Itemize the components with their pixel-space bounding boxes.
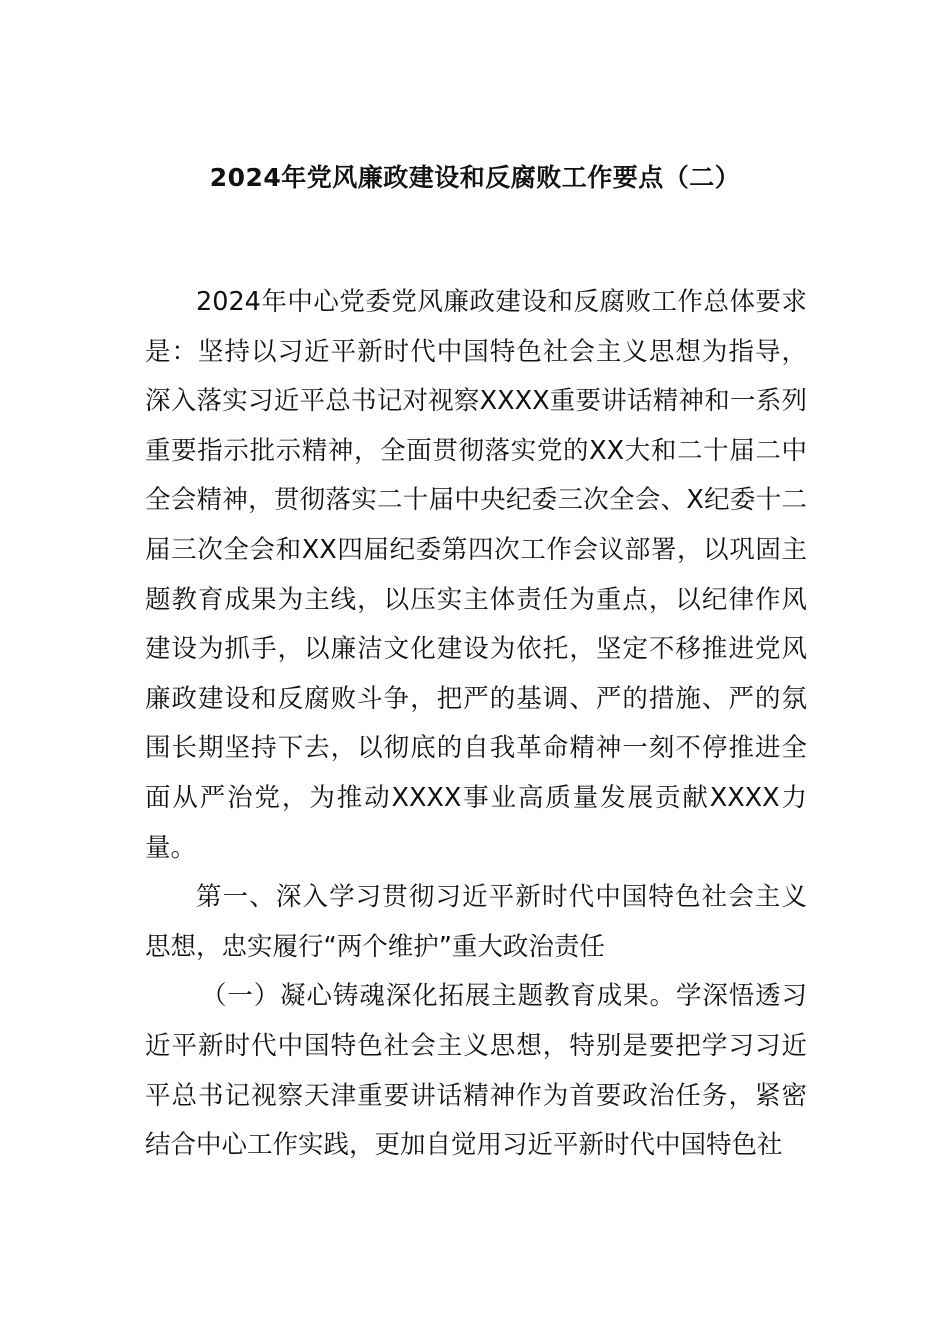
document-body [145, 278, 807, 1171]
paragraph-section-one-heading: 第一、深入学习贯彻习近平新时代中国特色社会主义思想，忠实履行“两个维护”重大政治责任 [145, 882, 807, 962]
document-title: 2024年党风廉政建设和反腐败工作要点（二） [209, 163, 741, 192]
paragraph-overall-requirements: 2024年中心党委党风廉政建设和反腐败工作总体要求是：坚持以习近平新时代中国特色社会主义思想为指导，深入落实习近平总书记对视察XXXX重要讲话精神和一系列重要指示批示精神，全面贯彻落实党的XX大和二十届二中全会精神，贯彻落实二十届中央纪委三次全会、X纪委十二届三次全会和XX四届纪委第四次工作会议部署，以巩固主题教育成果为主线，以压实主体责任为重点，以纪律作风建设为抓手，以廉洁文化建设为依托，坚定不移推进党风廉政建设和反腐败斗争，把严的基调、严的措施、严的氛围长期坚持下去，以彻底的自我革命精神一刻不停推进全面从严治党，为推动XXXX事业高质量发展贡献XXXX力量。 [145, 287, 807, 863]
paragraph-subsection-one: （一）凝心铸魂深化拓展主题教育成果。学深悟透习近平新时代中国特色社会主义思想，特别是要把学习习近平总书记视察天津重要讲话精神作为首要政治任务，紧密结合中心工作实践，更加自觉用习近平新时代中国特色社 [145, 981, 807, 1161]
